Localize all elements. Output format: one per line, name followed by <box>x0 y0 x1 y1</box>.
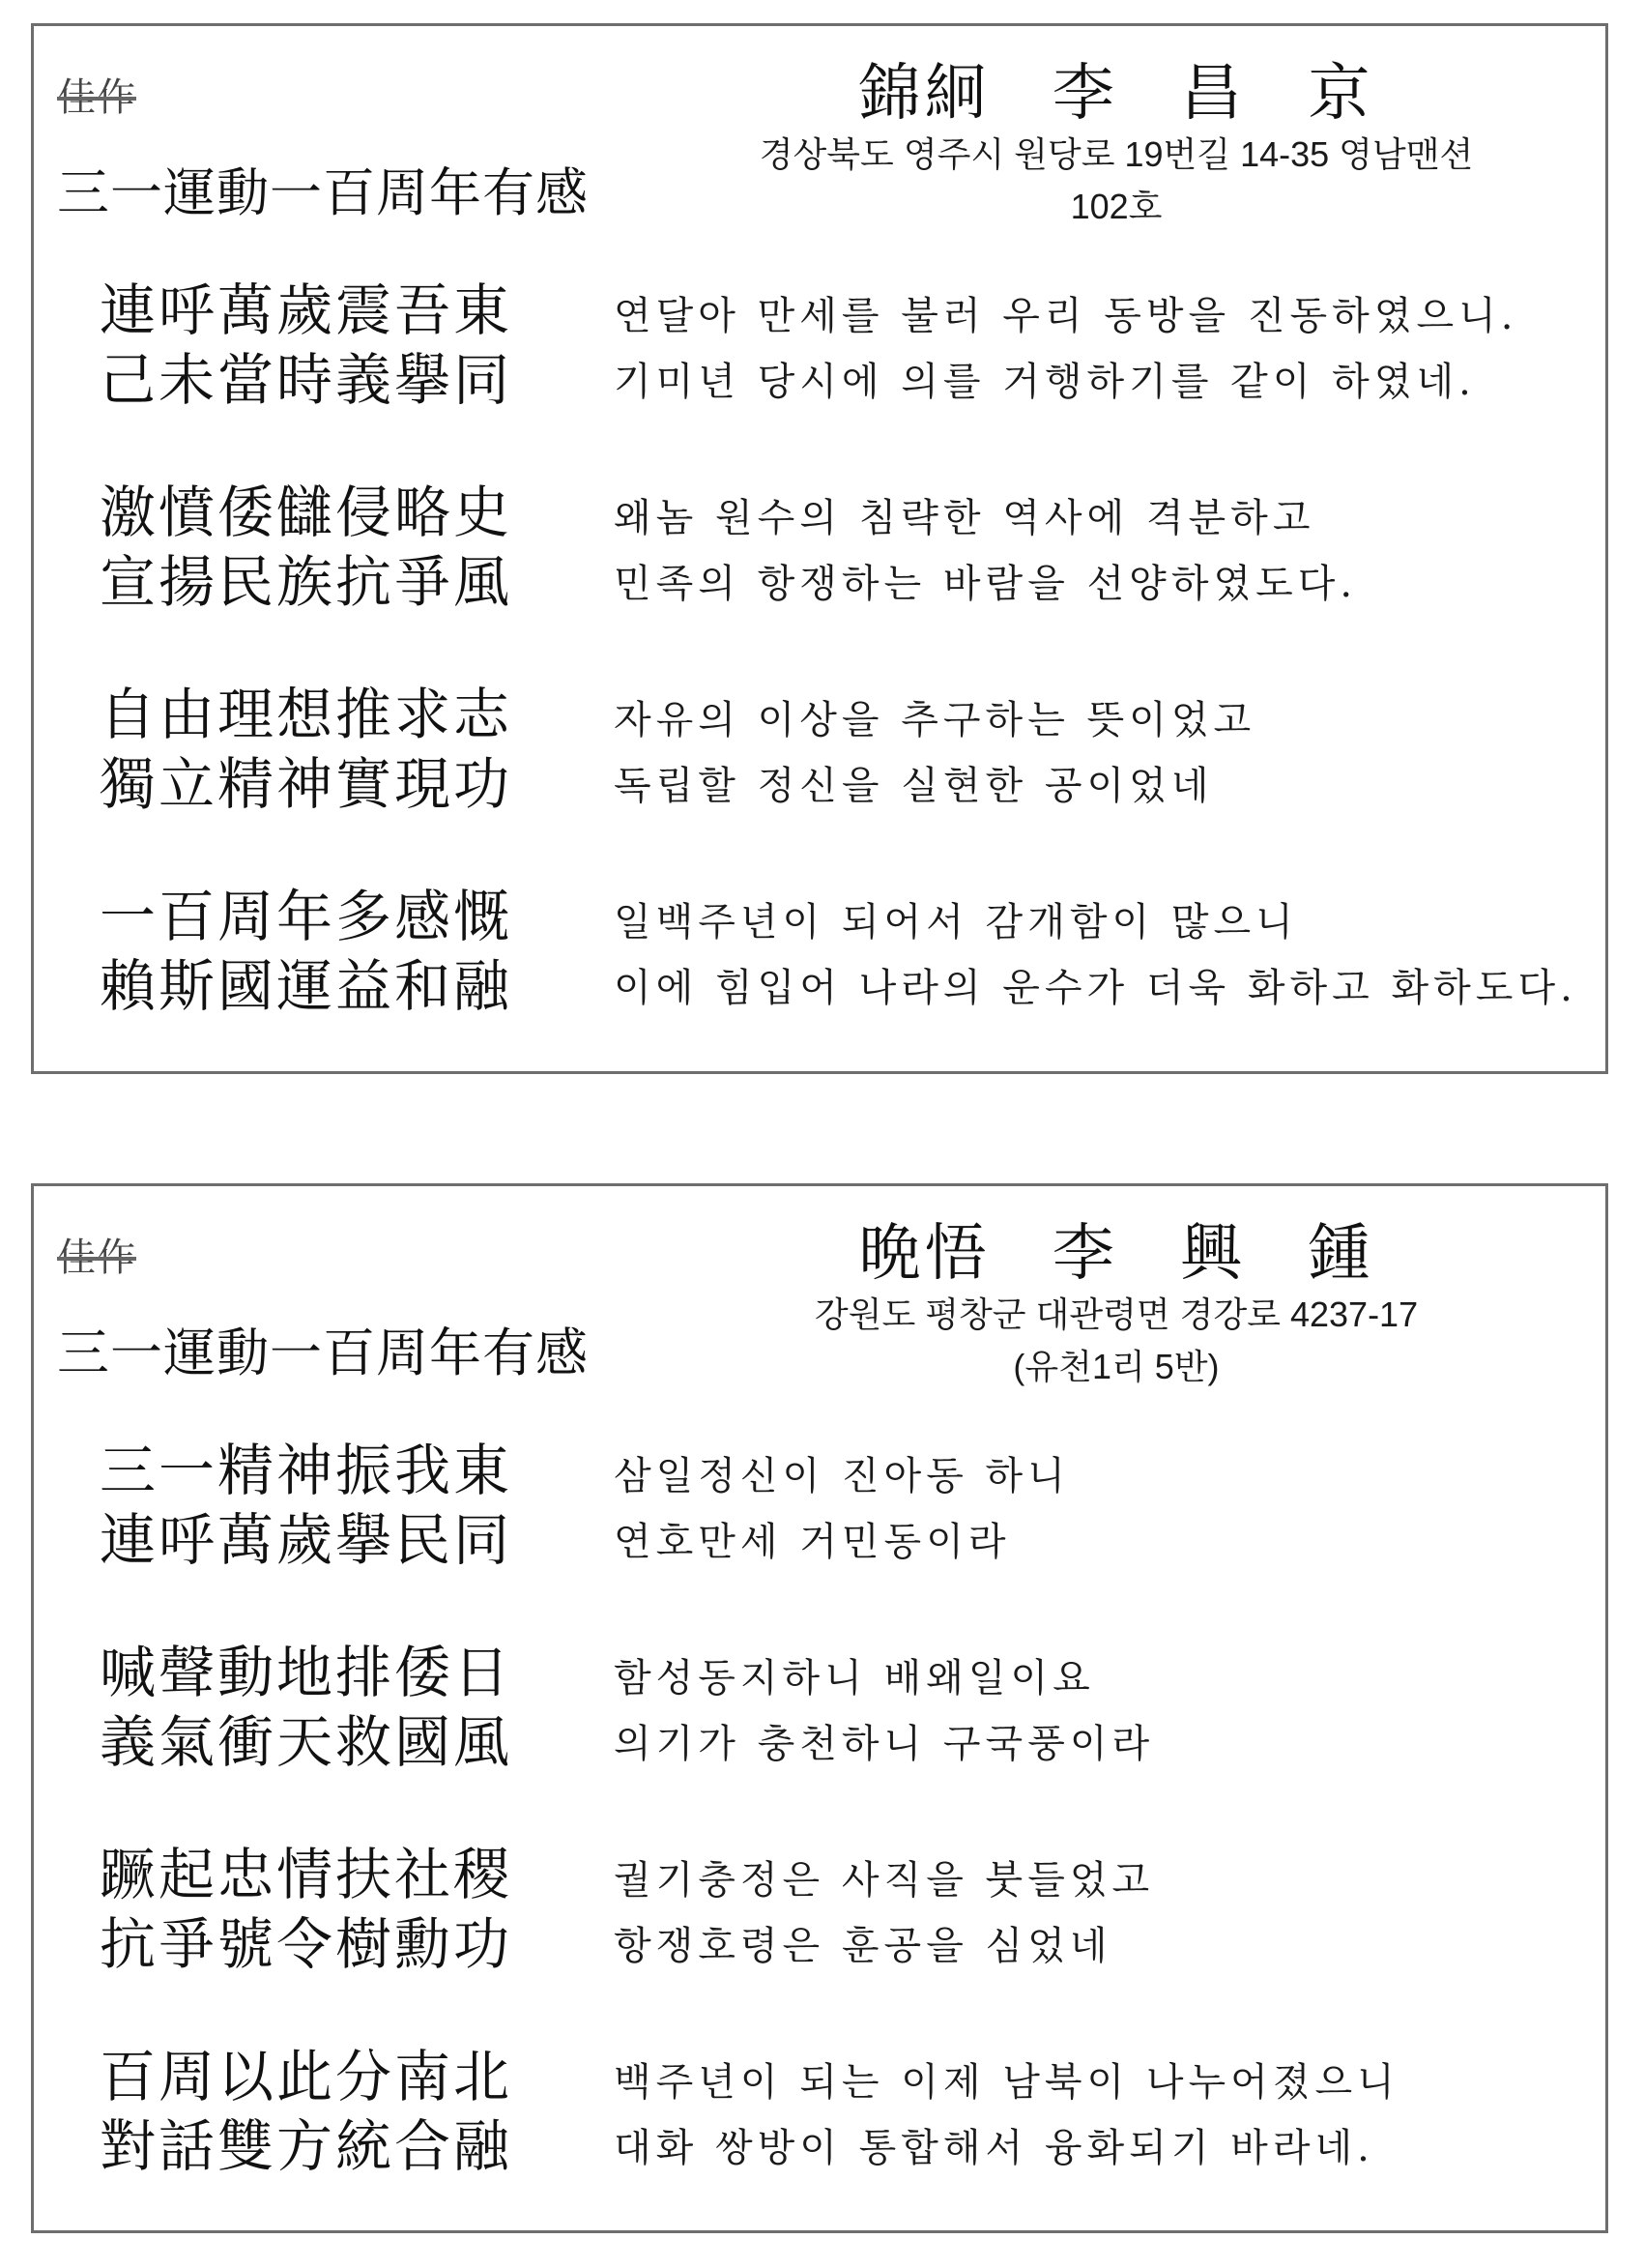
korean-line: 궐기충정은 사직을 붓들었고 <box>614 1858 1155 1903</box>
address-line-2: 102호 <box>1070 187 1163 226</box>
korean-line: 이에 힘입어 나라의 운수가 더욱 화하고 화하도다. <box>614 966 1577 1010</box>
poem-title: 三一運動一百周年有感 <box>57 1323 589 1383</box>
hanja-line: 連呼萬歲擧民同 <box>100 1507 513 1573</box>
korean-line: 독립할 정신을 실현한 공이었네 <box>614 764 1214 808</box>
hanja-line: 義氣衝天救國風 <box>100 1709 513 1775</box>
hanja-line: 激憤倭讎侵略史 <box>100 480 513 545</box>
address-line-2: (유천1리 5반) <box>1013 1347 1220 1386</box>
korean-line: 백주년이 되는 이제 남북이 나누어졌으니 <box>614 2060 1399 2105</box>
korean-line: 자유의 이상을 추구하는 뜻이었고 <box>614 698 1256 742</box>
stanza-3 <box>34 680 1605 825</box>
korean-line: 의기가 충천하니 구국풍이라 <box>614 1722 1155 1766</box>
stanza-4 <box>34 882 1605 1027</box>
hanja-line: 賴斯國運益和融 <box>100 953 513 1019</box>
korean-line: 기미년 당시에 의를 거행하기를 같이 하였네. <box>614 360 1476 404</box>
address-line-1: 강원도 평창군 대관령면 경강로 4237-17 <box>814 1294 1419 1334</box>
hanja-line: 獨立精神實現功 <box>100 751 513 817</box>
author-name: 晩悟 李 興 鍾 <box>858 1218 1374 1290</box>
author-address <box>633 1289 1600 1393</box>
stanza-3 <box>34 1840 1605 1985</box>
hanja-line: 百周以此分南北 <box>100 2044 513 2109</box>
hanja-line: 蹶起忠情扶社稷 <box>100 1842 513 1907</box>
hanja-line: 抗爭號令樹勳功 <box>100 1911 513 1977</box>
korean-line: 연호만세 거민동이라 <box>614 1520 1011 1564</box>
address-line-1: 경상북도 영주시 원당로 19번길 14-35 영남맨션 <box>759 134 1474 174</box>
stanza-1 <box>34 1436 1605 1581</box>
poem-title: 三一運動一百周年有感 <box>57 162 589 223</box>
hanja-line: 己未當時義擧同 <box>100 347 513 413</box>
hanja-line: 宣揚民族抗爭風 <box>100 549 513 615</box>
korean-line: 민족의 항쟁하는 바람을 선양하였도다. <box>614 562 1358 606</box>
author-name: 錦絅 李 昌 京 <box>858 58 1374 130</box>
korean-line: 항쟁호령은 훈공을 심었네 <box>614 1924 1112 1968</box>
hanja-line: 連呼萬歲震吾東 <box>100 277 513 343</box>
hanja-line: 自由理想推求志 <box>100 682 513 747</box>
author-address <box>633 129 1600 233</box>
korean-line: 함성동지하니 배왜일이요 <box>614 1656 1095 1701</box>
korean-line: 대화 쌍방이 통합해서 융화되기 바라네. <box>614 2126 1374 2170</box>
korean-line: 일백주년이 되어서 감개함이 많으니 <box>614 900 1298 945</box>
hanja-line: 一百周年多感慨 <box>100 884 513 949</box>
korean-line: 삼일정신이 진아동 하니 <box>614 1454 1070 1498</box>
poem-card-2 <box>31 1183 1608 2233</box>
hanja-line: 喊聲動地排倭日 <box>100 1640 513 1705</box>
stanza-2 <box>34 1638 1605 1783</box>
hanja-line: 三一精神振我東 <box>100 1438 513 1503</box>
korean-line: 왜놈 원수의 침략한 역사에 격분하고 <box>614 496 1315 540</box>
poem-card-1 <box>31 23 1608 1074</box>
award-label: 佳作 <box>57 75 136 120</box>
stanza-4 <box>34 2042 1605 2187</box>
stanza-2 <box>34 478 1605 623</box>
hanja-line: 對話雙方統合融 <box>100 2113 513 2179</box>
stanza-1 <box>34 276 1605 421</box>
korean-line: 연달아 만세를 불러 우리 동방을 진동하였으니. <box>614 294 1518 338</box>
award-label: 佳作 <box>57 1236 136 1280</box>
